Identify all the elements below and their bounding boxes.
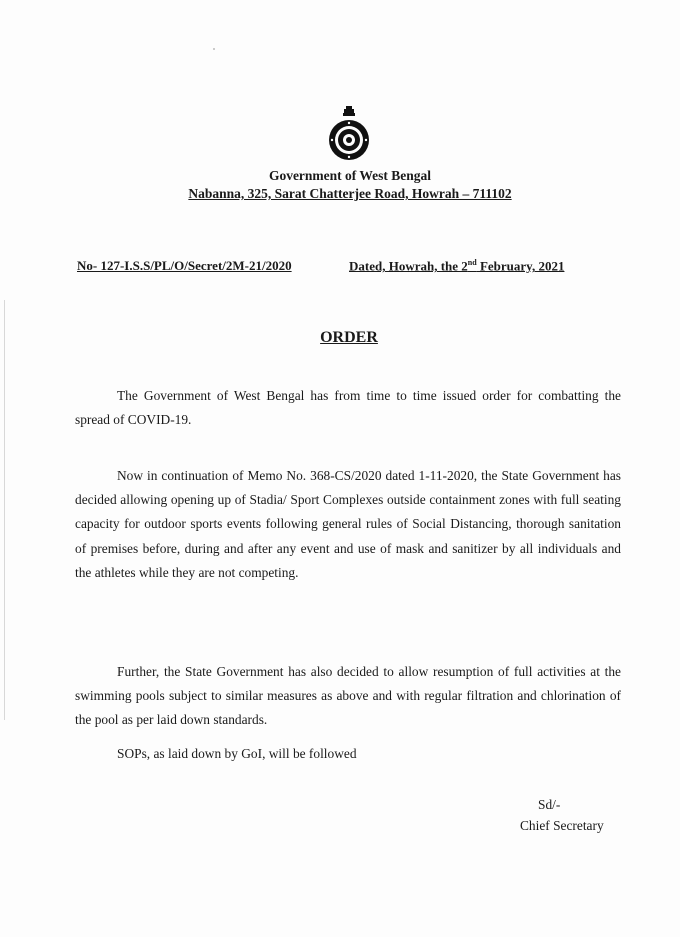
memo-number: No- 127-I.S.S/PL/O/Secret/2M-21/2020 [77, 258, 292, 273]
signatory-designation: Chief Secretary [520, 818, 604, 833]
memo-date-prefix: Dated, Howrah, the 2 [349, 258, 468, 274]
memo-date-rest: February, 2021 [476, 258, 565, 274]
order-heading: ORDER [320, 329, 378, 346]
scan-speck [213, 48, 215, 50]
paragraph-intro: The Government of West Bengal has from time to time issued order for combatting the spread of COVID-19. [75, 388, 621, 428]
paragraph-swimming-pools: Further, the State Government has also decided to allow resumption of full activities at the swimming pools subject to similar measures as above and with regular filtration and chlorination of the pool as per laid down standards. [75, 664, 621, 728]
memo-date-ordinal: nd [467, 258, 477, 267]
signature-sd: Sd/- [538, 797, 561, 812]
government-title: Government of West Bengal [268, 168, 432, 183]
government-address: Nabanna, 325, Sarat Chatterjee Road, Howrah – 711102 [188, 186, 512, 201]
paragraph-sops: SOPs, as laid down by GoI, will be followed [117, 746, 357, 761]
scan-edge-line [4, 300, 5, 720]
memo-date [349, 258, 564, 274]
paragraph-stadia: Now in continuation of Memo No. 368-CS/2020 dated 1-11-2020, the State Government has decided allowing opening up of Stadia/ Sport Complexes outside containment zones with full seating capacity for outdoor sports events following general rules of Social Distancing, thorough sanitation of premises before, during and after any event and use of mask and sanitizer by all individuals and the athletes while they are not competing. [75, 468, 621, 580]
west-bengal-emblem-icon [328, 104, 370, 164]
